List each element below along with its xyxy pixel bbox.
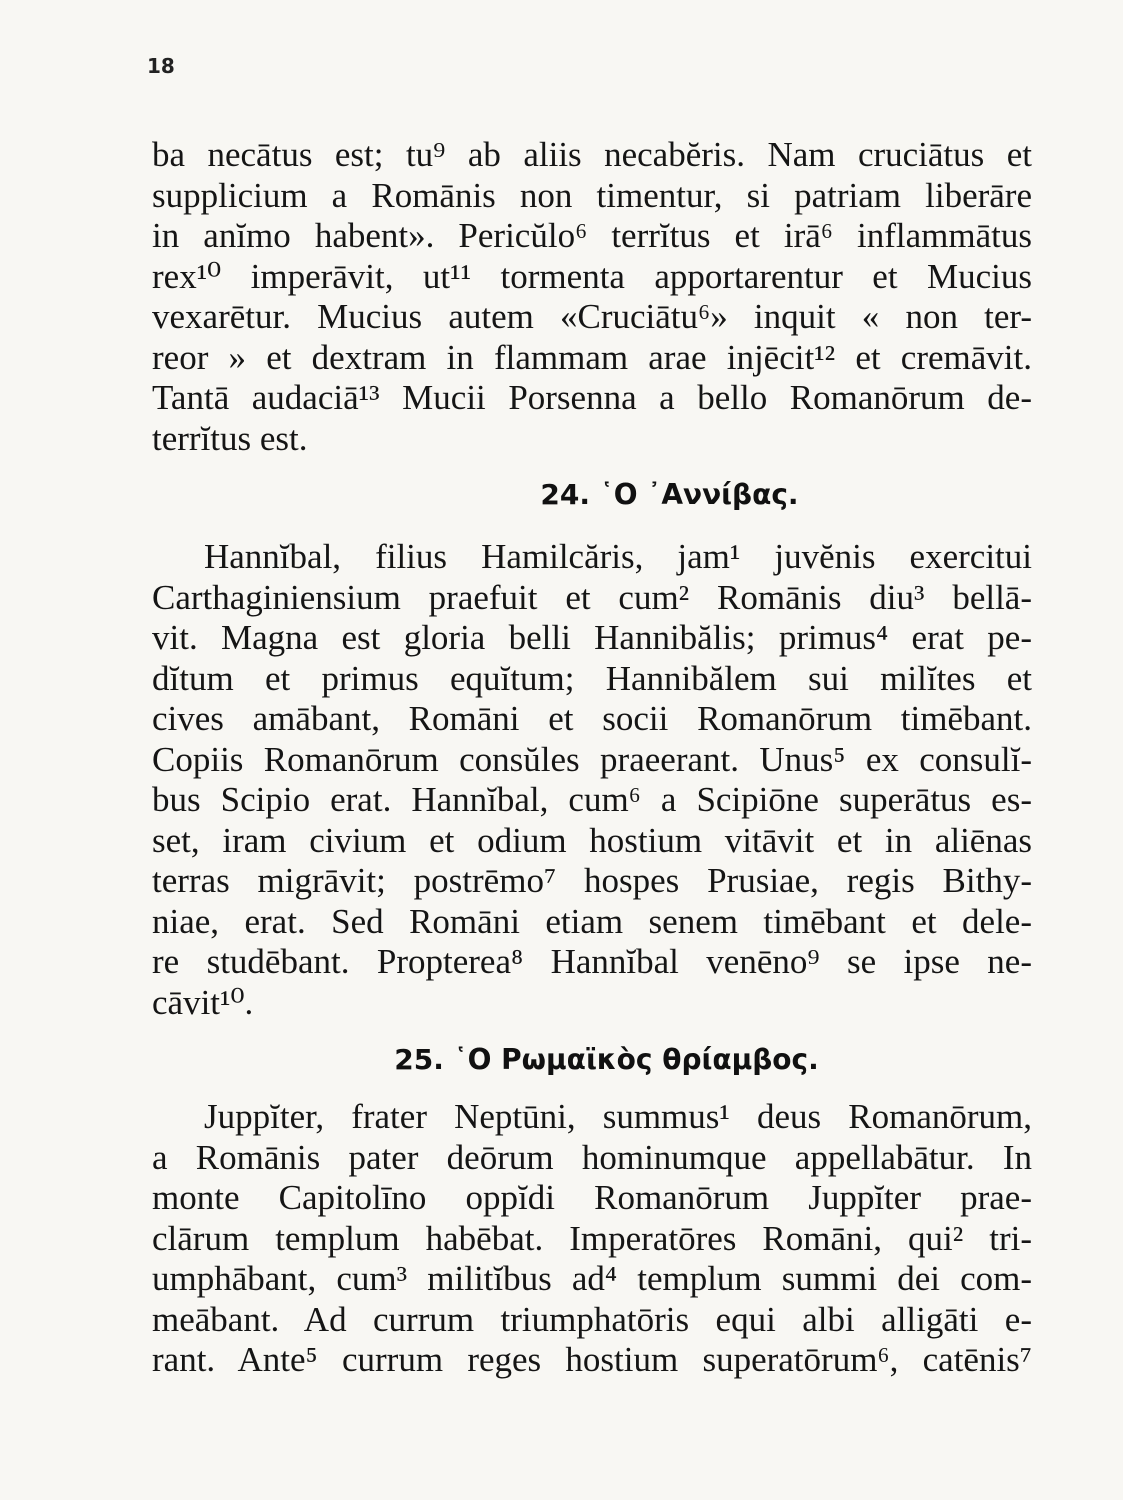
text-line: niae, erat. Sed Romāni etiam senem timēbant et dele-	[152, 901, 1032, 941]
text-line: terrĭtus est.	[152, 418, 308, 458]
text-line: vit. Magna est gloria belli Hannibălis; primus⁴ erat pe-	[152, 618, 1032, 657]
page-number: 18	[147, 54, 175, 78]
text-line: cives amābant, Romāni et socii Romanōrum timēbant.	[152, 699, 1032, 738]
text-line: reor » et dextram in flammam arae injēcit¹² et cremāvit.	[152, 337, 1032, 377]
section-heading-25: 25. ῾Ο Ρωμαϊκὸς θρίαμβος.	[394, 1043, 819, 1076]
text-line: vexarētur. Mucius autem «Cruciātu⁶» inquit « non ter-	[152, 297, 1032, 336]
text-line: re studēbant. Propterea⁸ Hannĭbal venēno⁹ se ipse ne-	[152, 942, 1032, 981]
text-line: set, iram civium et odium hostium vitāvit et in aliēnas	[152, 820, 1032, 860]
section-heading-24: 24. ῾Ο ᾿Αννίβας.	[540, 478, 799, 511]
text-line: bus Scipio erat. Hannĭbal, cum⁶ a Scipiōne superātus es-	[152, 780, 1032, 819]
text-line: umphābant, cum³ militĭbus ad⁴ templum summi dei com-	[152, 1259, 1032, 1298]
text-line: meābant. Ad currum triumphatōris equi albi alligāti e-	[152, 1299, 1032, 1339]
text-line: monte Capitolīno oppĭdi Romanōrum Juppĭter prae-	[152, 1178, 1032, 1217]
text-line: supplicium a Romānis non timentur, si patriam liberāre	[152, 175, 1032, 215]
text-line: in anĭmo habent». Pericŭlo⁶ terrĭtus et irā⁶ inflammātus	[152, 216, 1032, 255]
text-line: Copiis Romanōrum consŭles praeerant. Unus⁵ ex consulĭ-	[152, 739, 1032, 779]
text-line: a Romānis pater deōrum hominumque appellabātur. In	[152, 1137, 1032, 1177]
text-line: Juppĭter, frater Neptūni, summus¹ deus Romanōrum,	[204, 1097, 1032, 1136]
text-line: rant. Ante⁵ currum reges hostium superatōrum⁶, catēnis⁷	[152, 1340, 1032, 1379]
text-line: Hannĭbal, filius Hamilcăris, jam¹ juvĕnis exercitui	[204, 537, 1032, 576]
text-line: Tantā audaciā¹³ Mucii Porsenna a bello Romanōrum de-	[152, 378, 1032, 417]
text-line: cāvit¹⁰.	[152, 982, 254, 1022]
text-line: dĭtum et primus equĭtum; Hannibălem sui milĭtes et	[152, 658, 1032, 698]
text-line: Carthaginiensium praefuit et cum² Romānis diu³ bellā-	[152, 577, 1032, 617]
text-line: clārum templum habēbat. Imperatōres Romāni, qui² tri-	[152, 1218, 1032, 1258]
paragraph-mucius-continuation	[152, 135, 1032, 459]
text-line: ba necātus est; tu⁹ ab aliis necabĕris. Nam cruciātus et	[152, 135, 1032, 174]
text-line: terras migrāvit; postrēmo⁷ hospes Prusiae, regis Bithy-	[152, 861, 1032, 900]
paragraph-triumph	[152, 1097, 1032, 1381]
text-line: rex¹⁰ imperāvit, ut¹¹ tormenta apportarentur et Mucius	[152, 256, 1032, 296]
paragraph-hannibal	[152, 537, 1032, 1023]
